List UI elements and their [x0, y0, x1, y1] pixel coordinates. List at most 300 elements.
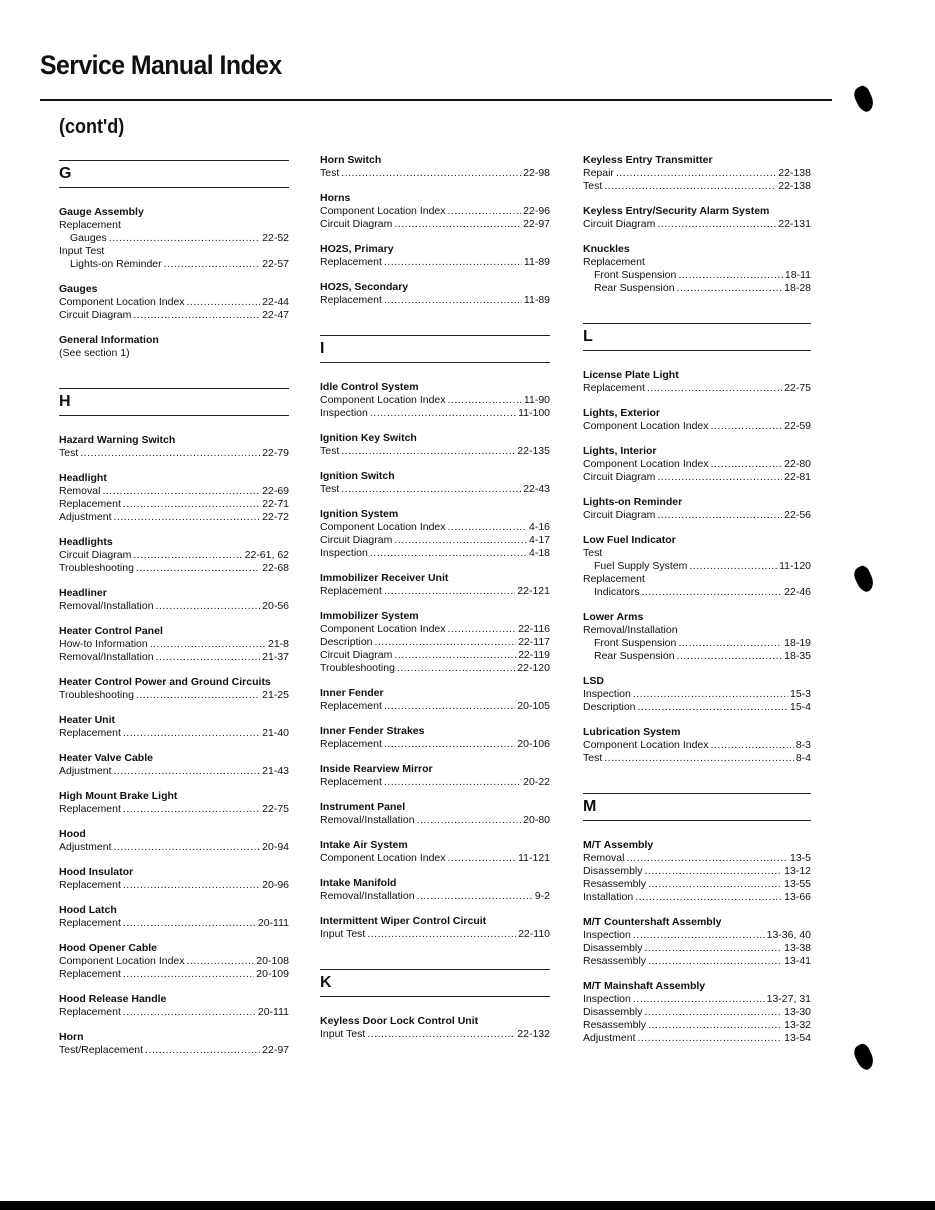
- entry-heading: Keyless Door Lock Control Unit: [320, 1015, 479, 1027]
- entry-subtopic: Rear Suspension: [594, 650, 675, 662]
- entry-heading: Inner Fender Strakes: [320, 725, 425, 737]
- page-reference: 8-3: [795, 739, 811, 751]
- entry-line: [583, 573, 811, 586]
- entry-subtopic: Front Suspension: [594, 637, 677, 649]
- section-letter: M: [583, 798, 597, 815]
- entry-subtopic: Lights-on Reminder: [70, 258, 162, 270]
- dot-leader: [133, 309, 260, 322]
- dot-leader: [678, 637, 782, 650]
- entry-heading: Keyless Entry/Security Alarm System: [583, 205, 770, 217]
- entry-line: [320, 649, 550, 662]
- entry-subtopic: Removal/Installation: [583, 624, 678, 636]
- page-reference: 22-68: [262, 562, 289, 574]
- page-reference: 22-132: [517, 1028, 550, 1040]
- entry-line: [320, 738, 550, 751]
- dot-leader: [635, 891, 782, 904]
- entry-heading: Intermittent Wiper Control Circuit: [320, 915, 487, 927]
- page-reference: 22-81: [784, 471, 811, 483]
- entry-line: [320, 218, 550, 231]
- entry-line: [583, 752, 811, 765]
- entry-subtopic: Removal/Installation: [59, 651, 154, 663]
- dot-leader: [645, 1006, 783, 1019]
- dot-leader: [678, 269, 783, 282]
- dot-leader: [417, 814, 522, 827]
- entry-subtopic: Replacement: [583, 573, 645, 585]
- title-divider: [40, 99, 832, 101]
- index-entry: [320, 915, 550, 941]
- index-entry: [59, 828, 289, 854]
- entry-line: [59, 232, 289, 245]
- index-entry: [320, 687, 550, 713]
- index-entry: [320, 192, 550, 231]
- entry-line: [59, 562, 289, 575]
- entry-subtopic: Indicators: [594, 586, 640, 598]
- index-entry: [320, 801, 550, 827]
- page-reference: 22-69: [262, 485, 289, 497]
- entry-line: [320, 636, 550, 649]
- index-entry: [583, 611, 811, 663]
- dot-leader: [384, 776, 521, 789]
- entry-heading: Heater Unit: [59, 714, 116, 726]
- index-entry: [583, 980, 811, 1045]
- entry-line: [320, 928, 550, 941]
- entry-subtopic: Installation: [583, 891, 634, 903]
- entry-line: [583, 586, 811, 599]
- page-reference: 20-111: [257, 917, 289, 929]
- entry-line: [583, 701, 811, 714]
- page-reference: 11-120: [779, 560, 811, 572]
- page-reference: 21-40: [262, 727, 289, 739]
- entry-line: [320, 294, 550, 307]
- entry-line: [59, 917, 289, 930]
- index-entry: [583, 369, 811, 395]
- continued-label: (cont'd): [59, 116, 125, 138]
- page-reference: 22-43: [523, 483, 550, 495]
- index-entry: [59, 283, 289, 322]
- page-reference: 20-56: [262, 600, 289, 612]
- dot-leader: [711, 420, 783, 433]
- page-reference: 13-38: [784, 942, 811, 954]
- dot-leader: [711, 739, 794, 752]
- entry-line: [320, 547, 550, 560]
- entry-subtopic: Resassembly: [583, 878, 647, 890]
- entry-heading: Hood Insulator: [59, 866, 134, 878]
- entry-line: [583, 256, 811, 269]
- dot-leader: [394, 534, 527, 547]
- entry-subtopic: Replacement: [59, 219, 121, 231]
- entry-subtopic: Replacement: [583, 382, 645, 394]
- entry-subtopic: Replacement: [59, 727, 121, 739]
- dot-leader: [604, 180, 776, 193]
- dot-leader: [657, 509, 782, 522]
- entry-subtopic: Replacement: [320, 700, 382, 712]
- page-reference: 22-138: [778, 167, 811, 179]
- entry-subtopic: Inspection: [320, 407, 368, 419]
- entry-subtopic: Inspection: [583, 688, 631, 700]
- index-entry: [59, 993, 289, 1019]
- entry-heading: Horn Switch: [320, 154, 382, 166]
- index-entry: [59, 536, 289, 575]
- entry-line: [320, 167, 550, 180]
- entry-line: [59, 651, 289, 664]
- page-reference: 22-80: [784, 458, 811, 470]
- entry-line: [583, 382, 811, 395]
- page-reference: 22-97: [523, 218, 550, 230]
- entry-heading: Horn: [59, 1031, 84, 1043]
- page-reference: 21-25: [262, 689, 289, 701]
- entry-subtopic: Resassembly: [583, 955, 647, 967]
- dot-leader: [648, 955, 782, 968]
- index-entry: [583, 243, 811, 295]
- dot-leader: [417, 890, 533, 903]
- entry-subtopic: Component Location Index: [320, 394, 446, 406]
- entry-subtopic: Circuit Diagram: [583, 471, 656, 483]
- page-reference: 22-117: [518, 636, 550, 648]
- entry-subtopic: Troubleshooting: [59, 562, 134, 574]
- entry-heading: Instrument Panel: [320, 801, 406, 813]
- page-reference: 22-56: [784, 509, 811, 521]
- entry-line: [59, 485, 289, 498]
- section-letter-header: [59, 160, 289, 188]
- dot-leader: [448, 852, 517, 865]
- thumb-tab-mark-top-icon: [851, 84, 876, 114]
- dot-leader: [187, 296, 261, 309]
- section-letter-header: [583, 323, 811, 351]
- dot-leader: [397, 662, 515, 675]
- page-reference: 20-94: [262, 841, 289, 853]
- entry-subtopic: Replacement: [583, 256, 645, 268]
- entry-line: [320, 814, 550, 827]
- entry-subtopic: Test: [583, 547, 603, 559]
- entry-heading: Headlights: [59, 536, 113, 548]
- page-reference: 13-36, 40: [766, 929, 811, 941]
- index-entry: [59, 942, 289, 981]
- dot-leader: [341, 483, 521, 496]
- dot-leader: [123, 968, 254, 981]
- entry-heading: M/T Assembly: [583, 839, 654, 851]
- entry-subtopic: Circuit Diagram: [320, 649, 393, 661]
- entry-subtopic: Circuit Diagram: [59, 549, 132, 561]
- entry-heading: Keyless Entry Transmitter: [583, 154, 713, 166]
- page-bottom-bar: [0, 1201, 935, 1210]
- entry-subtopic: Circuit Diagram: [583, 509, 656, 521]
- page-reference: 18-35: [784, 650, 811, 662]
- entry-line: [583, 624, 811, 637]
- entry-line: [320, 534, 550, 547]
- entry-subtopic: (See section 1): [59, 347, 130, 359]
- entry-heading: Hood Latch: [59, 904, 117, 916]
- dot-leader: [341, 445, 515, 458]
- dot-leader: [633, 688, 788, 701]
- index-entry: [320, 432, 550, 458]
- index-entry: [320, 154, 550, 180]
- dot-leader: [150, 638, 266, 651]
- dot-leader: [114, 511, 261, 524]
- entry-line: [59, 968, 289, 981]
- section-letter-header: [583, 793, 811, 821]
- page-reference: 22-98: [523, 167, 550, 179]
- page-reference: 22-61, 62: [244, 549, 289, 561]
- entry-heading: Lights-on Reminder: [583, 496, 683, 508]
- page-reference: 22-120: [517, 662, 550, 674]
- dot-leader: [642, 586, 783, 599]
- entry-line: [583, 650, 811, 663]
- page-reference: 15-3: [789, 688, 811, 700]
- entry-heading: Ignition Key Switch: [320, 432, 417, 444]
- index-entry: [59, 676, 289, 702]
- index-entry: [320, 877, 550, 903]
- entry-subtopic: Front Suspension: [594, 269, 677, 281]
- index-entry: [59, 866, 289, 892]
- entry-line: [59, 689, 289, 702]
- page-reference: 22-121: [517, 585, 550, 597]
- entry-line: [320, 623, 550, 636]
- page-reference: 22-57: [262, 258, 289, 270]
- entry-heading: Idle Control System: [320, 381, 419, 393]
- entry-heading: M/T Mainshaft Assembly: [583, 980, 706, 992]
- entry-subtopic: Description: [583, 701, 636, 713]
- index-entry: [59, 587, 289, 613]
- entry-line: [320, 256, 550, 269]
- entry-line: [583, 1019, 811, 1032]
- page-reference: 22-79: [262, 447, 289, 459]
- index-entry: [320, 381, 550, 420]
- dot-leader: [123, 498, 260, 511]
- index-entry: [59, 1031, 289, 1057]
- page-reference: 20-105: [517, 700, 550, 712]
- dot-leader: [448, 521, 527, 534]
- dot-leader: [648, 1019, 782, 1032]
- entry-subtopic: Test: [320, 445, 340, 457]
- entry-line: [320, 394, 550, 407]
- entry-subtopic: Removal/Installation: [320, 890, 415, 902]
- entry-line: [320, 445, 550, 458]
- page-reference: 4-18: [528, 547, 550, 559]
- entry-line: [59, 841, 289, 854]
- entry-line: [320, 585, 550, 598]
- entry-line: [583, 547, 811, 560]
- entry-line: [583, 167, 811, 180]
- entry-heading: Hazard Warning Switch: [59, 434, 176, 446]
- dot-leader: [109, 232, 260, 245]
- index-entry: [320, 839, 550, 865]
- entry-line: [583, 269, 811, 282]
- dot-leader: [448, 205, 522, 218]
- index-entry: [59, 625, 289, 664]
- entry-subtopic: Troubleshooting: [320, 662, 395, 674]
- entry-heading: M/T Countershaft Assembly: [583, 916, 722, 928]
- entry-line: [59, 765, 289, 778]
- dot-leader: [136, 562, 260, 575]
- section-letter: K: [320, 974, 332, 991]
- entry-subtopic: Replacement: [59, 879, 121, 891]
- entry-subtopic: Replacement: [59, 803, 121, 815]
- page-reference: 22-97: [262, 1044, 289, 1056]
- entry-heading: Inner Fender: [320, 687, 384, 699]
- entry-heading: Heater Control Power and Ground Circuits: [59, 676, 271, 688]
- entry-line: [320, 776, 550, 789]
- page-reference: 11-89: [523, 256, 550, 268]
- entry-line: [583, 180, 811, 193]
- entry-heading: General Information: [59, 334, 159, 346]
- entry-line: [583, 852, 811, 865]
- dot-leader: [341, 167, 521, 180]
- entry-line: [59, 245, 289, 258]
- entry-heading: Headliner: [59, 587, 107, 599]
- dot-leader: [657, 471, 782, 484]
- index-entry: [583, 445, 811, 484]
- entry-subtopic: Replacement: [320, 585, 382, 597]
- entry-line: [583, 637, 811, 650]
- entry-line: [59, 347, 289, 360]
- dot-leader: [370, 407, 516, 420]
- dot-leader: [633, 993, 765, 1006]
- dot-leader: [156, 651, 261, 664]
- page-reference: 13-30: [784, 1006, 811, 1018]
- dot-leader: [80, 447, 260, 460]
- entry-heading: Immobilizer System: [320, 610, 419, 622]
- dot-leader: [448, 394, 522, 407]
- entry-subtopic: Adjustment: [583, 1032, 636, 1044]
- entry-heading: Knuckles: [583, 243, 630, 255]
- entry-subtopic: Removal/Installation: [59, 600, 154, 612]
- index-entry: [583, 205, 811, 231]
- index-entry: [583, 916, 811, 968]
- index-column-1: [59, 154, 289, 1057]
- index-entry: [583, 496, 811, 522]
- entry-subtopic: Input Test: [320, 928, 366, 940]
- section-letter-header: [320, 969, 550, 997]
- dot-leader: [638, 701, 788, 714]
- entry-heading: HO2S, Primary: [320, 243, 394, 255]
- entry-line: [320, 205, 550, 218]
- dot-leader: [370, 547, 527, 560]
- index-entry: [320, 470, 550, 496]
- entry-line: [583, 891, 811, 904]
- entry-subtopic: Fuel Supply System: [594, 560, 688, 572]
- entry-subtopic: Gauges: [70, 232, 107, 244]
- entry-line: [320, 1028, 550, 1041]
- dot-leader: [633, 929, 765, 942]
- dot-leader: [133, 549, 242, 562]
- entry-line: [59, 600, 289, 613]
- page-reference: 20-108: [256, 955, 289, 967]
- entry-heading: High Mount Brake Light: [59, 790, 178, 802]
- page-reference: 13-41: [784, 955, 811, 967]
- entry-subtopic: Test/Replacement: [59, 1044, 144, 1056]
- page-reference: 20-109: [256, 968, 289, 980]
- entry-line: [583, 471, 811, 484]
- dot-leader: [638, 1032, 783, 1045]
- page-reference: 20-111: [257, 1006, 289, 1018]
- entry-heading: Heater Valve Cable: [59, 752, 153, 764]
- page-reference: 22-96: [523, 205, 550, 217]
- entry-line: [59, 549, 289, 562]
- index-entry: [320, 610, 550, 675]
- section-letter: G: [59, 165, 72, 182]
- entry-heading: Ignition Switch: [320, 470, 395, 482]
- entry-heading: Hood Release Handle: [59, 993, 167, 1005]
- entry-subtopic: Component Location Index: [320, 521, 446, 533]
- page-reference: 22-75: [784, 382, 811, 394]
- page-reference: 11-100: [518, 407, 550, 419]
- entry-subtopic: Disassembly: [583, 942, 643, 954]
- index-entry: [320, 281, 550, 307]
- entry-line: [320, 521, 550, 534]
- dot-leader: [384, 700, 515, 713]
- dot-leader: [645, 865, 783, 878]
- dot-leader: [616, 167, 776, 180]
- dot-leader: [689, 560, 777, 573]
- entry-line: [320, 700, 550, 713]
- page-reference: 20-80: [523, 814, 550, 826]
- entry-subtopic: Replacement: [59, 1006, 121, 1018]
- section-letter: L: [583, 328, 593, 345]
- dot-leader: [384, 294, 522, 307]
- entry-heading: Intake Manifold: [320, 877, 397, 889]
- dot-leader: [647, 382, 782, 395]
- dot-leader: [156, 600, 261, 613]
- page-title: Service Manual Index: [40, 50, 282, 80]
- entry-line: [583, 420, 811, 433]
- page-reference: 22-52: [262, 232, 289, 244]
- entry-line: [320, 483, 550, 496]
- index-column-3: [583, 154, 811, 1045]
- index-entry: [320, 1015, 550, 1041]
- dot-leader: [648, 878, 782, 891]
- page-reference: 21-43: [262, 765, 289, 777]
- index-entry: [59, 472, 289, 524]
- entry-subtopic: Removal: [59, 485, 101, 497]
- section-letter: I: [320, 340, 325, 357]
- thumb-tab-mark-bottom-icon: [851, 1042, 876, 1072]
- dot-leader: [123, 1006, 256, 1019]
- index-entry: [583, 154, 811, 193]
- dot-leader: [677, 282, 783, 295]
- entry-line: [59, 638, 289, 651]
- index-entry: [320, 508, 550, 560]
- section-letter-header: [320, 335, 550, 363]
- entry-subtopic: Component Location Index: [583, 420, 709, 432]
- entry-line: [583, 458, 811, 471]
- page-reference: 11-90: [523, 394, 550, 406]
- entry-line: [59, 803, 289, 816]
- dot-leader: [657, 218, 776, 231]
- entry-line: [59, 258, 289, 271]
- entry-line: [583, 1032, 811, 1045]
- entry-heading: Inside Rearview Mirror: [320, 763, 433, 775]
- page-reference: 13-55: [784, 878, 811, 890]
- dot-leader: [645, 942, 783, 955]
- entry-heading: Horns: [320, 192, 351, 204]
- index-column-2: [320, 154, 550, 1041]
- entry-subtopic: Circuit Diagram: [320, 534, 393, 546]
- entry-line: [583, 688, 811, 701]
- entry-line: [59, 1006, 289, 1019]
- page-reference: 21-8: [267, 638, 289, 650]
- entry-heading: LSD: [583, 675, 604, 687]
- entry-heading: Lights, Exterior: [583, 407, 661, 419]
- page-reference: 22-110: [518, 928, 550, 940]
- entry-line: [583, 1006, 811, 1019]
- entry-subtopic: Inspection: [583, 929, 631, 941]
- entry-subtopic: Removal: [583, 852, 625, 864]
- page-reference: 22-116: [518, 623, 550, 635]
- page-reference: 20-96: [262, 879, 289, 891]
- entry-subtopic: Input Test: [59, 245, 105, 257]
- entry-subtopic: Component Location Index: [583, 458, 709, 470]
- entry-subtopic: Test: [583, 180, 603, 192]
